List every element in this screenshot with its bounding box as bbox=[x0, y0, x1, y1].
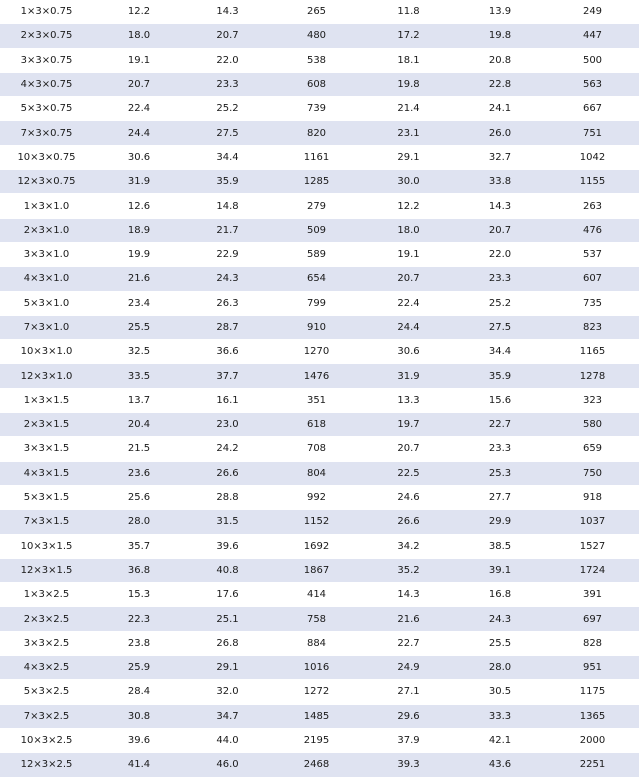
value-cell: 22.5 bbox=[363, 461, 454, 485]
value-cell: 19.8 bbox=[454, 24, 546, 48]
value-cell: 799 bbox=[270, 291, 363, 315]
value-cell: 25.1 bbox=[185, 607, 270, 631]
value-cell: 414 bbox=[270, 583, 363, 607]
cable-spec-cell: 10×3×1.0 bbox=[0, 340, 93, 364]
value-cell: 30.6 bbox=[93, 145, 185, 169]
value-cell: 35.9 bbox=[454, 364, 546, 388]
value-cell: 391 bbox=[546, 583, 639, 607]
value-cell: 26.6 bbox=[363, 510, 454, 534]
value-cell: 27.7 bbox=[454, 485, 546, 509]
table-row bbox=[0, 340, 639, 364]
cable-spec-cell: 7×3×1.0 bbox=[0, 315, 93, 339]
value-cell: 1270 bbox=[270, 340, 363, 364]
value-cell: 26.0 bbox=[454, 121, 546, 145]
table-row bbox=[0, 267, 639, 291]
cable-spec-cell: 2×3×0.75 bbox=[0, 24, 93, 48]
value-cell: 42.1 bbox=[454, 728, 546, 752]
table-row bbox=[0, 631, 639, 655]
value-cell: 1037 bbox=[546, 510, 639, 534]
table-row bbox=[0, 728, 639, 752]
table-row bbox=[0, 461, 639, 485]
value-cell: 38.5 bbox=[454, 534, 546, 558]
value-cell: 23.3 bbox=[185, 72, 270, 96]
value-cell: 618 bbox=[270, 413, 363, 437]
table-row bbox=[0, 558, 639, 582]
cable-spec-cell: 12×3×0.75 bbox=[0, 170, 93, 194]
value-cell: 26.3 bbox=[185, 291, 270, 315]
value-cell: 351 bbox=[270, 388, 363, 412]
value-cell: 39.6 bbox=[93, 728, 185, 752]
cable-spec-cell: 7×3×0.75 bbox=[0, 121, 93, 145]
cable-spec-cell: 3×3×2.5 bbox=[0, 631, 93, 655]
cable-spec-cell: 12×3×1.0 bbox=[0, 364, 93, 388]
value-cell: 32.5 bbox=[93, 340, 185, 364]
value-cell: 41.4 bbox=[93, 753, 185, 777]
value-cell: 25.9 bbox=[93, 656, 185, 680]
cable-spec-cell: 1×3×2.5 bbox=[0, 583, 93, 607]
value-cell: 27.1 bbox=[363, 680, 454, 704]
value-cell: 23.0 bbox=[185, 413, 270, 437]
value-cell: 1485 bbox=[270, 704, 363, 728]
value-cell: 22.4 bbox=[93, 97, 185, 121]
table-row bbox=[0, 72, 639, 96]
value-cell: 24.1 bbox=[454, 97, 546, 121]
value-cell: 12.2 bbox=[363, 194, 454, 218]
value-cell: 22.0 bbox=[185, 48, 270, 72]
table-row bbox=[0, 413, 639, 437]
table-row bbox=[0, 388, 639, 412]
cable-spec-cell: 3×3×0.75 bbox=[0, 48, 93, 72]
value-cell: 33.3 bbox=[454, 704, 546, 728]
value-cell: 25.6 bbox=[93, 485, 185, 509]
table-row bbox=[0, 364, 639, 388]
value-cell: 708 bbox=[270, 437, 363, 461]
value-cell: 24.4 bbox=[93, 121, 185, 145]
value-cell: 19.8 bbox=[363, 72, 454, 96]
value-cell: 32.7 bbox=[454, 145, 546, 169]
value-cell: 263 bbox=[546, 194, 639, 218]
value-cell: 22.0 bbox=[454, 242, 546, 266]
value-cell: 16.8 bbox=[454, 583, 546, 607]
table-row bbox=[0, 24, 639, 48]
value-cell: 24.3 bbox=[185, 267, 270, 291]
value-cell: 21.5 bbox=[93, 437, 185, 461]
value-cell: 36.6 bbox=[185, 340, 270, 364]
value-cell: 323 bbox=[546, 388, 639, 412]
value-cell: 823 bbox=[546, 315, 639, 339]
value-cell: 35.7 bbox=[93, 534, 185, 558]
cable-spec-cell: 5×3×0.75 bbox=[0, 97, 93, 121]
value-cell: 24.4 bbox=[363, 315, 454, 339]
value-cell: 29.1 bbox=[363, 145, 454, 169]
value-cell: 279 bbox=[270, 194, 363, 218]
value-cell: 34.4 bbox=[185, 145, 270, 169]
table-row bbox=[0, 48, 639, 72]
table-row bbox=[0, 291, 639, 315]
value-cell: 1175 bbox=[546, 680, 639, 704]
value-cell: 2000 bbox=[546, 728, 639, 752]
value-cell: 37.9 bbox=[363, 728, 454, 752]
value-cell: 12.2 bbox=[93, 0, 185, 24]
value-cell: 20.7 bbox=[185, 24, 270, 48]
value-cell: 39.6 bbox=[185, 534, 270, 558]
value-cell: 29.6 bbox=[363, 704, 454, 728]
value-cell: 1016 bbox=[270, 656, 363, 680]
value-cell: 30.6 bbox=[363, 340, 454, 364]
value-cell: 23.1 bbox=[363, 121, 454, 145]
value-cell: 20.8 bbox=[454, 48, 546, 72]
value-cell: 14.3 bbox=[454, 194, 546, 218]
value-cell: 23.6 bbox=[93, 461, 185, 485]
table-row bbox=[0, 145, 639, 169]
cable-spec-cell: 7×3×1.5 bbox=[0, 510, 93, 534]
value-cell: 2468 bbox=[270, 753, 363, 777]
value-cell: 15.3 bbox=[93, 583, 185, 607]
cable-spec-cell: 4×3×2.5 bbox=[0, 656, 93, 680]
value-cell: 804 bbox=[270, 461, 363, 485]
value-cell: 26.8 bbox=[185, 631, 270, 655]
value-cell: 24.9 bbox=[363, 656, 454, 680]
value-cell: 22.8 bbox=[454, 72, 546, 96]
table-row bbox=[0, 170, 639, 194]
value-cell: 28.0 bbox=[454, 656, 546, 680]
value-cell: 697 bbox=[546, 607, 639, 631]
value-cell: 23.4 bbox=[93, 291, 185, 315]
value-cell: 46.0 bbox=[185, 753, 270, 777]
value-cell: 1365 bbox=[546, 704, 639, 728]
value-cell: 40.8 bbox=[185, 558, 270, 582]
table-row bbox=[0, 704, 639, 728]
cable-spec-cell: 2×3×2.5 bbox=[0, 607, 93, 631]
value-cell: 509 bbox=[270, 218, 363, 242]
value-cell: 32.0 bbox=[185, 680, 270, 704]
value-cell: 15.6 bbox=[454, 388, 546, 412]
value-cell: 654 bbox=[270, 267, 363, 291]
value-cell: 20.4 bbox=[93, 413, 185, 437]
value-cell: 28.7 bbox=[185, 315, 270, 339]
value-cell: 1527 bbox=[546, 534, 639, 558]
value-cell: 31.9 bbox=[363, 364, 454, 388]
cable-spec-cell: 12×3×2.5 bbox=[0, 753, 93, 777]
cable-spec-cell: 4×3×1.0 bbox=[0, 267, 93, 291]
table-row bbox=[0, 97, 639, 121]
value-cell: 659 bbox=[546, 437, 639, 461]
value-cell: 30.8 bbox=[93, 704, 185, 728]
value-cell: 28.0 bbox=[93, 510, 185, 534]
value-cell: 18.9 bbox=[93, 218, 185, 242]
value-cell: 265 bbox=[270, 0, 363, 24]
value-cell: 14.3 bbox=[185, 0, 270, 24]
value-cell: 17.2 bbox=[363, 24, 454, 48]
value-cell: 2251 bbox=[546, 753, 639, 777]
value-cell: 18.0 bbox=[363, 218, 454, 242]
value-cell: 918 bbox=[546, 485, 639, 509]
value-cell: 31.9 bbox=[93, 170, 185, 194]
value-cell: 35.2 bbox=[363, 558, 454, 582]
value-cell: 739 bbox=[270, 97, 363, 121]
table-row bbox=[0, 656, 639, 680]
value-cell: 34.2 bbox=[363, 534, 454, 558]
table-row bbox=[0, 607, 639, 631]
value-cell: 1161 bbox=[270, 145, 363, 169]
value-cell: 22.7 bbox=[454, 413, 546, 437]
value-cell: 23.3 bbox=[454, 437, 546, 461]
value-cell: 537 bbox=[546, 242, 639, 266]
value-cell: 37.7 bbox=[185, 364, 270, 388]
cable-spec-cell: 1×3×0.75 bbox=[0, 0, 93, 24]
cable-spec-cell: 4×3×1.5 bbox=[0, 461, 93, 485]
value-cell: 1042 bbox=[546, 145, 639, 169]
value-cell: 480 bbox=[270, 24, 363, 48]
value-cell: 447 bbox=[546, 24, 639, 48]
value-cell: 23.3 bbox=[454, 267, 546, 291]
value-cell: 44.0 bbox=[185, 728, 270, 752]
value-cell: 11.8 bbox=[363, 0, 454, 24]
value-cell: 1724 bbox=[546, 558, 639, 582]
cable-spec-cell: 3×3×1.0 bbox=[0, 242, 93, 266]
value-cell: 28.4 bbox=[93, 680, 185, 704]
table-row bbox=[0, 194, 639, 218]
value-cell: 18.0 bbox=[93, 24, 185, 48]
value-cell: 29.9 bbox=[454, 510, 546, 534]
value-cell: 13.3 bbox=[363, 388, 454, 412]
value-cell: 13.9 bbox=[454, 0, 546, 24]
table-row bbox=[0, 680, 639, 704]
value-cell: 563 bbox=[546, 72, 639, 96]
value-cell: 34.7 bbox=[185, 704, 270, 728]
value-cell: 1285 bbox=[270, 170, 363, 194]
value-cell: 36.8 bbox=[93, 558, 185, 582]
value-cell: 21.4 bbox=[363, 97, 454, 121]
value-cell: 751 bbox=[546, 121, 639, 145]
value-cell: 14.3 bbox=[363, 583, 454, 607]
value-cell: 22.4 bbox=[363, 291, 454, 315]
value-cell: 19.1 bbox=[93, 48, 185, 72]
value-cell: 28.8 bbox=[185, 485, 270, 509]
value-cell: 24.2 bbox=[185, 437, 270, 461]
value-cell: 1272 bbox=[270, 680, 363, 704]
table-row bbox=[0, 121, 639, 145]
value-cell: 21.7 bbox=[185, 218, 270, 242]
value-cell: 26.6 bbox=[185, 461, 270, 485]
value-cell: 951 bbox=[546, 656, 639, 680]
value-cell: 910 bbox=[270, 315, 363, 339]
value-cell: 31.5 bbox=[185, 510, 270, 534]
value-cell: 667 bbox=[546, 97, 639, 121]
value-cell: 1476 bbox=[270, 364, 363, 388]
value-cell: 1278 bbox=[546, 364, 639, 388]
value-cell: 24.6 bbox=[363, 485, 454, 509]
value-cell: 19.7 bbox=[363, 413, 454, 437]
value-cell: 17.6 bbox=[185, 583, 270, 607]
table-row bbox=[0, 753, 639, 777]
value-cell: 30.0 bbox=[363, 170, 454, 194]
value-cell: 13.7 bbox=[93, 388, 185, 412]
value-cell: 22.9 bbox=[185, 242, 270, 266]
value-cell: 30.5 bbox=[454, 680, 546, 704]
value-cell: 884 bbox=[270, 631, 363, 655]
cable-spec-cell: 10×3×1.5 bbox=[0, 534, 93, 558]
value-cell: 20.7 bbox=[93, 72, 185, 96]
value-cell: 992 bbox=[270, 485, 363, 509]
value-cell: 750 bbox=[546, 461, 639, 485]
value-cell: 43.6 bbox=[454, 753, 546, 777]
table-row bbox=[0, 242, 639, 266]
value-cell: 828 bbox=[546, 631, 639, 655]
value-cell: 25.5 bbox=[93, 315, 185, 339]
value-cell: 33.5 bbox=[93, 364, 185, 388]
value-cell: 820 bbox=[270, 121, 363, 145]
value-cell: 18.1 bbox=[363, 48, 454, 72]
table-row bbox=[0, 583, 639, 607]
value-cell: 39.3 bbox=[363, 753, 454, 777]
cable-spec-cell: 12×3×1.5 bbox=[0, 558, 93, 582]
value-cell: 20.7 bbox=[363, 437, 454, 461]
cable-spec-cell: 2×3×1.5 bbox=[0, 413, 93, 437]
cable-spec-cell: 1×3×1.0 bbox=[0, 194, 93, 218]
value-cell: 33.8 bbox=[454, 170, 546, 194]
value-cell: 22.7 bbox=[363, 631, 454, 655]
value-cell: 476 bbox=[546, 218, 639, 242]
value-cell: 25.2 bbox=[454, 291, 546, 315]
cable-spec-cell: 10×3×2.5 bbox=[0, 728, 93, 752]
value-cell: 2195 bbox=[270, 728, 363, 752]
table-row bbox=[0, 0, 639, 24]
value-cell: 1867 bbox=[270, 558, 363, 582]
value-cell: 12.6 bbox=[93, 194, 185, 218]
value-cell: 758 bbox=[270, 607, 363, 631]
value-cell: 39.1 bbox=[454, 558, 546, 582]
table-row bbox=[0, 437, 639, 461]
value-cell: 1152 bbox=[270, 510, 363, 534]
cable-spec-cell: 5×3×1.0 bbox=[0, 291, 93, 315]
cable-spec-cell: 3×3×1.5 bbox=[0, 437, 93, 461]
value-cell: 500 bbox=[546, 48, 639, 72]
value-cell: 27.5 bbox=[454, 315, 546, 339]
value-cell: 1165 bbox=[546, 340, 639, 364]
table-row bbox=[0, 315, 639, 339]
value-cell: 25.3 bbox=[454, 461, 546, 485]
value-cell: 23.8 bbox=[93, 631, 185, 655]
table-row bbox=[0, 510, 639, 534]
value-cell: 20.7 bbox=[454, 218, 546, 242]
value-cell: 29.1 bbox=[185, 656, 270, 680]
value-cell: 21.6 bbox=[93, 267, 185, 291]
value-cell: 1692 bbox=[270, 534, 363, 558]
value-cell: 22.3 bbox=[93, 607, 185, 631]
value-cell: 34.4 bbox=[454, 340, 546, 364]
value-cell: 25.2 bbox=[185, 97, 270, 121]
value-cell: 20.7 bbox=[363, 267, 454, 291]
value-cell: 589 bbox=[270, 242, 363, 266]
value-cell: 24.3 bbox=[454, 607, 546, 631]
cable-spec-cell: 4×3×0.75 bbox=[0, 72, 93, 96]
value-cell: 14.8 bbox=[185, 194, 270, 218]
value-cell: 19.1 bbox=[363, 242, 454, 266]
table-row bbox=[0, 485, 639, 509]
table-row bbox=[0, 534, 639, 558]
cable-spec-cell: 1×3×1.5 bbox=[0, 388, 93, 412]
value-cell: 538 bbox=[270, 48, 363, 72]
value-cell: 735 bbox=[546, 291, 639, 315]
cable-spec-cell: 2×3×1.0 bbox=[0, 218, 93, 242]
table-row bbox=[0, 218, 639, 242]
cable-spec-cell: 7×3×2.5 bbox=[0, 704, 93, 728]
value-cell: 249 bbox=[546, 0, 639, 24]
value-cell: 607 bbox=[546, 267, 639, 291]
value-cell: 19.9 bbox=[93, 242, 185, 266]
value-cell: 608 bbox=[270, 72, 363, 96]
value-cell: 35.9 bbox=[185, 170, 270, 194]
value-cell: 25.5 bbox=[454, 631, 546, 655]
value-cell: 21.6 bbox=[363, 607, 454, 631]
value-cell: 1155 bbox=[546, 170, 639, 194]
cable-spec-cell: 10×3×0.75 bbox=[0, 145, 93, 169]
value-cell: 27.5 bbox=[185, 121, 270, 145]
cable-spec-cell: 5×3×1.5 bbox=[0, 485, 93, 509]
value-cell: 580 bbox=[546, 413, 639, 437]
cable-spec-cell: 5×3×2.5 bbox=[0, 680, 93, 704]
value-cell: 16.1 bbox=[185, 388, 270, 412]
